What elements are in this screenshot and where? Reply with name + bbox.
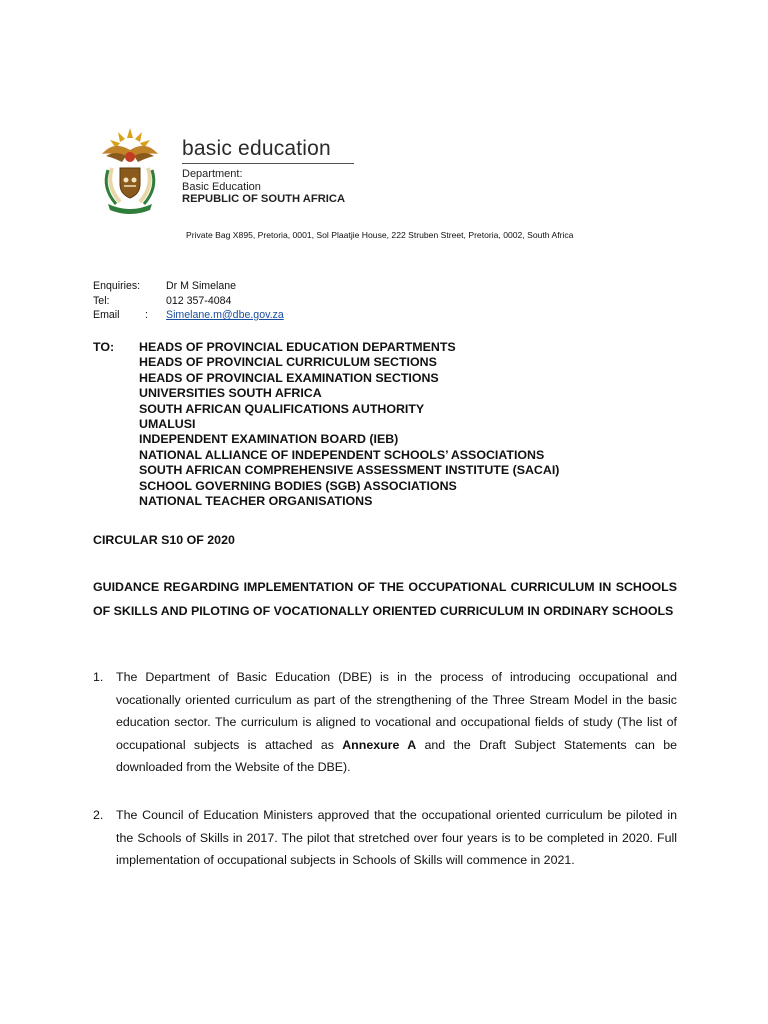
recipient-list (139, 340, 559, 509)
paragraph-text: The Council of Education Ministers approved that the occupational oriented curriculum be piloted in the Schools of Skills in 2017. The pilot that stretched over four years is to be completed in 2020. Full implementation of occupational subjects in Schools of Skills will commence in 2021. (116, 808, 677, 868)
postal-address: Private Bag X895, Pretoria, 0001, Sol Plaatjie House, 222 Struben Street, Pretoria, 0002, South Africa (186, 230, 574, 240)
email-label: Email (93, 309, 120, 321)
recipient-item: UMALUSI (139, 417, 196, 432)
email-link[interactable]: Simelane.m@dbe.gov.za (166, 309, 284, 321)
recipient-item: SOUTH AFRICAN QUALIFICATIONS AUTHORITY (139, 401, 425, 416)
paragraph-number: 1. (93, 670, 104, 684)
recipient-item: INDEPENDENT EXAMINATION BOARD (IEB) (139, 432, 399, 447)
recipient-item: NATIONAL TEACHER ORGANISATIONS (139, 494, 373, 509)
enquiries-value: Dr M Simelane (166, 280, 237, 292)
to-label: TO: (93, 340, 115, 354)
recipient-item: UNIVERSITIES SOUTH AFRICA (139, 386, 322, 401)
coat-of-arms-icon (94, 124, 166, 216)
brand-title: basic education (182, 137, 331, 160)
circular-heading: GUIDANCE REGARDING IMPLEMENTATION OF THE OCCUPATIONAL CURRICULUM IN SCHOOLS OF SKILLS AND PILOTING OF VOCATIONALLY ORIENTED CURRICULUM IN ORDINARY SCHOOLS (93, 580, 677, 618)
recipient-item: HEADS OF PROVINCIAL EXAMINATION SECTIONS (139, 370, 439, 385)
tel-value: 012 357-4084 (166, 295, 232, 307)
department-name: Basic Education (182, 180, 261, 193)
recipient-item: HEADS OF PROVINCIAL EDUCATION DEPARTMENTS (139, 340, 456, 354)
paragraph-number: 2. (93, 808, 104, 822)
paragraph-text-part: and the Draft Subject Statements can be downloaded from the Website of the DBE). (116, 737, 677, 775)
paragraph-2 (93, 804, 677, 872)
annexure-reference: Annexure A (342, 737, 417, 752)
tel-label: Tel: (93, 295, 110, 307)
recipient-item: NATIONAL ALLIANCE OF INDEPENDENT SCHOOLS’ ASSOCIATIONS (139, 447, 545, 462)
paragraph-text-part: The Department of Basic Education (DBE) is in the process of introducing occupational and vocationally oriented curriculum as part of the strengthening of the Three Stream Model in the basic education sector. The curriculum is aligned to vocational and occupational fields of study (The list of occupational subjects is attached as (116, 670, 677, 752)
country-name: REPUBLIC OF SOUTH AFRICA (182, 193, 346, 205)
paragraph-text (116, 666, 677, 779)
recipient-item: HEADS OF PROVINCIAL CURRICULUM SECTIONS (139, 355, 437, 370)
circular-number: CIRCULAR S10 OF 2020 (93, 533, 235, 547)
recipient-item: SOUTH AFRICAN COMPREHENSIVE ASSESSMENT INSTITUTE (SACAI) (139, 463, 560, 478)
letterhead-brand (182, 136, 354, 206)
paragraph-1 (93, 666, 677, 779)
department-label: Department: (182, 168, 243, 180)
email-colon: : (145, 309, 148, 321)
enquiries-label: Enquiries: (93, 280, 141, 292)
recipient-item: SCHOOL GOVERNING BODIES (SGB) ASSOCIATIONS (139, 478, 457, 493)
brand-divider (182, 163, 354, 164)
